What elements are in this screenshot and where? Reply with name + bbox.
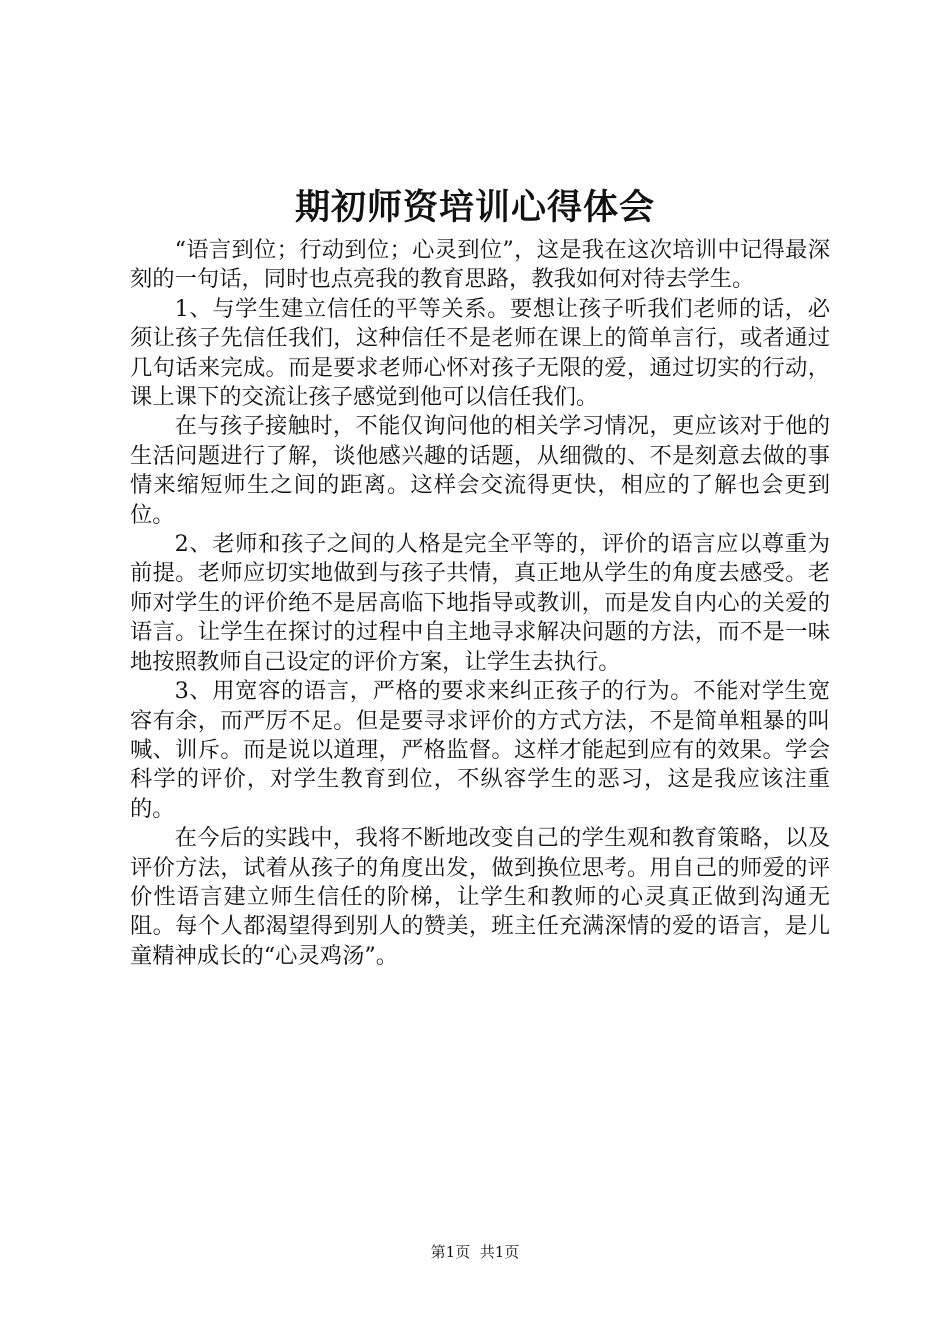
paragraph-point-1: 1、与学生建立信任的平等关系。要想让孩子听我们老师的话，必须让孩子先信任我们，这种信任不是老师在课上的简单言行，或者通过几句话来完成。而是要求老师心怀对孩子无限的爱，通过切实的行动，课上课下的交流让孩子感觉到他可以信任我们。: [130, 295, 830, 411]
paragraph-point-3: 3、用宽容的语言，严格的要求来纠正孩子的行为。不能对学生宽容有余，而严厉不足。但是要寻求评价的方式方法，不是简单粗暴的叫喊、训斥。而是说以道理，严格监督。这样才能起到应有的效果。学会科学的评价，对学生教育到位，不纵容学生的恶习，这是我应该注重的。: [130, 678, 830, 822]
paragraph-point-2: 2、老师和孩子之间的人格是完全平等的，评价的语言应以尊重为前提。老师应切实地做到与孩子共情，真正地从学生的角度去感受。老师对学生的评价绝不是居高临下地指导或教训，而是发自内心的关爱的语言。让学生在探讨的过程中自主地寻求解决问题的方法，而不是一味地按照教师自己设定的评价方案，让学生去执行。: [130, 531, 830, 675]
page-footer: [0, 1242, 950, 1262]
page-number: 第1页: [430, 1243, 471, 1261]
paragraph-intro: “语言到位；行动到位；心灵到位”，这是我在这次培训中记得最深刻的一句话，同时也点亮我的教育思路，教我如何对待去学生。: [130, 237, 830, 293]
paragraph-point-1-detail: 在与孩子接触时，不能仅询问他的相关学习情况，更应该对于他的生活问题进行了解，谈他感兴趣的话题，从细微的、不是刻意去做的事情来缩短师生之间的距离。这样会交流得更快，相应的了解也会更到位。: [130, 413, 830, 528]
document-body: [130, 236, 830, 971]
page-total: 共1页: [479, 1243, 520, 1261]
document-title: 期初师资培训心得体会: [294, 187, 655, 228]
paragraph-conclusion: 在今后的实践中，我将不断地改变自己的学生观和教育策略，以及评价方法，试着从孩子的角度出发，做到换位思考。用自己的师爱的评价性语言建立师生信任的阶梯，让学生和教师的心灵真正做到沟通无阻。每个人都渴望得到别人的赞美，班主任充满深情的爱的语言，是儿童精神成长的“心灵鸡汤”。: [130, 825, 830, 969]
